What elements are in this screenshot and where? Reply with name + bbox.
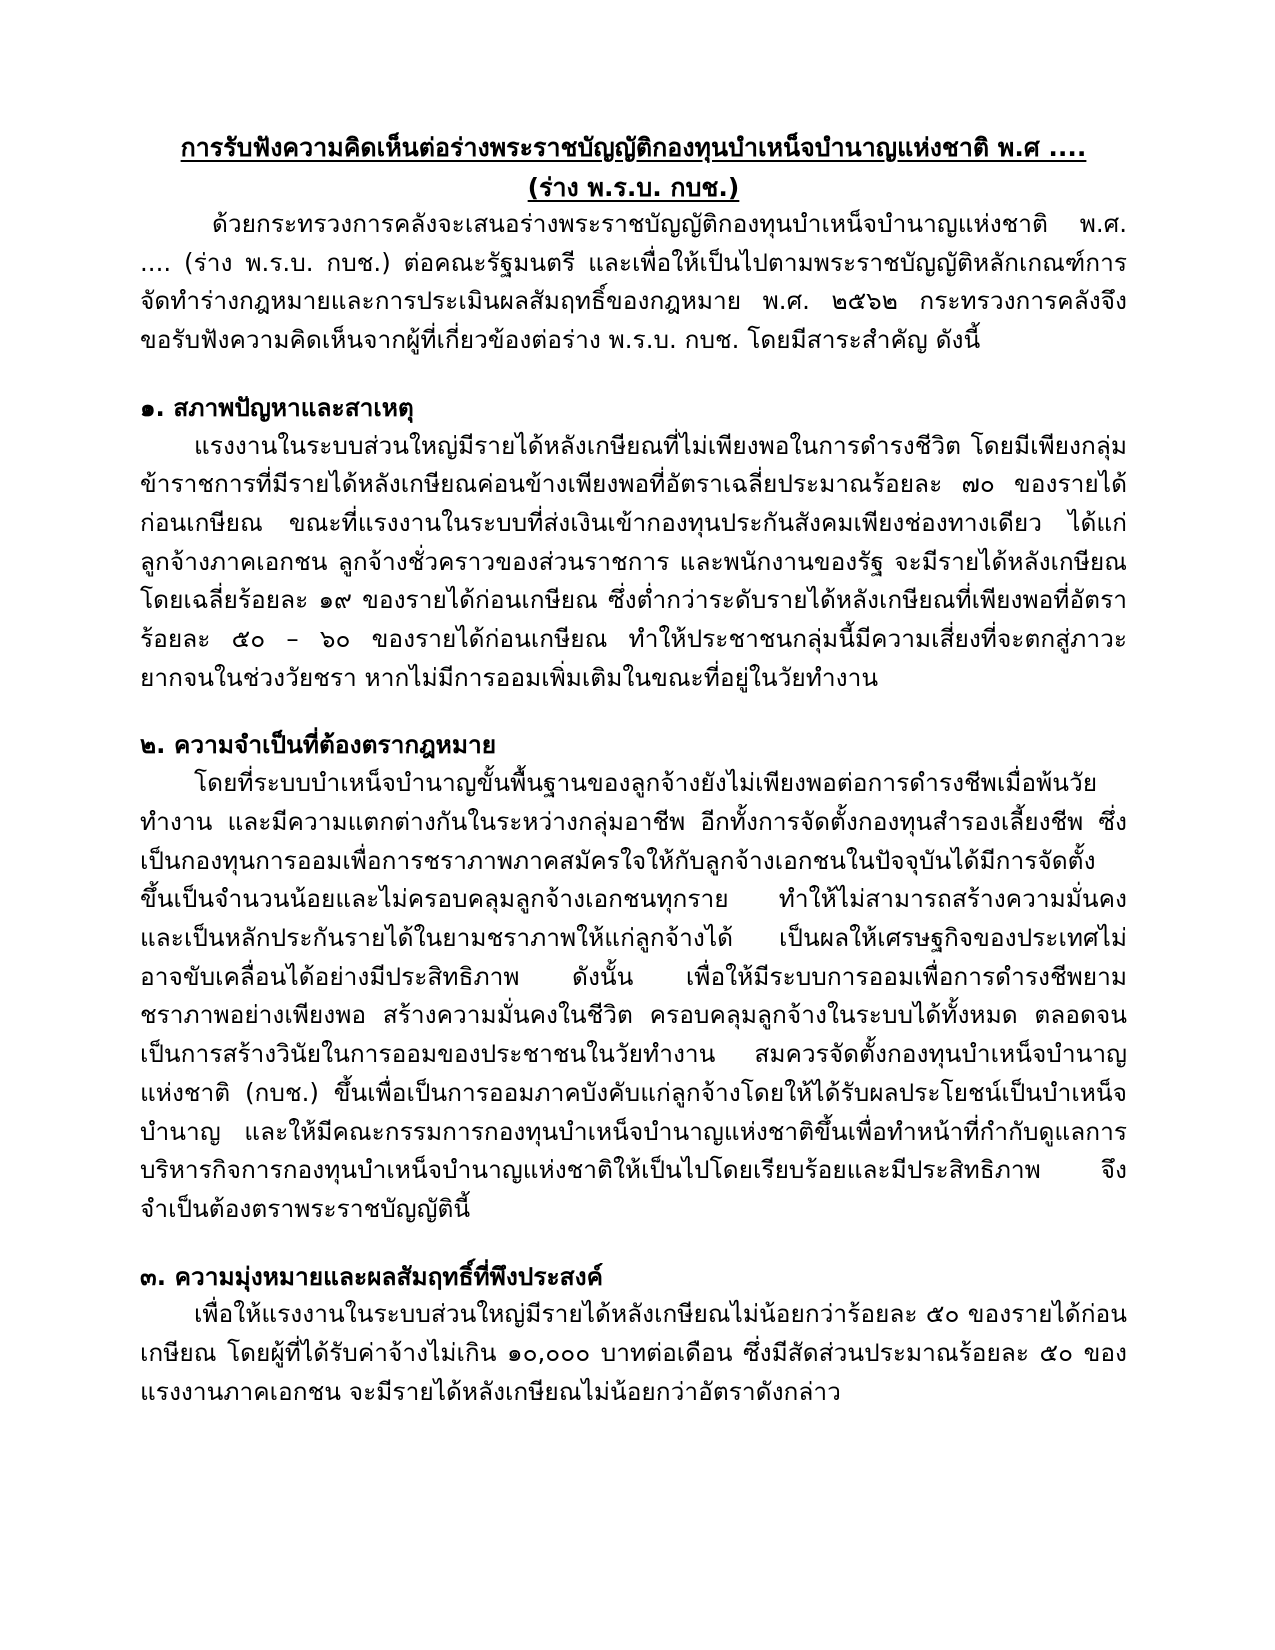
section-body-3: เพื่อให้แรงงานในระบบส่วนใหญ่มีรายได้หลังเกษียณไม่น้อยกว่าร้อยละ ๕๐ ของรายได้ก่อนเกษียณ โดยผู้ที่ได้รับค่าจ้างไม่เกิน ๑๐,๐๐๐ บาทต่อเดือน ซึ่งมีสัดส่วนประมาณร้อยละ ๕๐ ของแรงงานภาคเอกชน จะมีรายได้หลังเกษียณไม่น้อยกว่าอัตราดังกล่าว <box>140 1299 1127 1406</box>
page-subtitle <box>140 170 1127 206</box>
section-body-2: โดยที่ระบบบำเหน็จบำนาญขั้นพื้นฐานของลูกจ้างยังไม่เพียงพอต่อการดำรงชีพเมื่อพ้นวัยทำงาน และมีความแตกต่างกันในระหว่างกลุ่มอาชีพ อีกทั้งการจัดตั้งกองทุนสำรองเลี้ยงชีพ ซึ่งเป็นกองทุนการออมเพื่อการชราภาพภาคสมัครใจให้กับลูกจ้างเอกชนในปัจจุบันได้มีการจัดตั้งขึ้นเป็นจำนวนน้อยและไม่ครอบคลุมลูกจ้างเอกชนทุกราย ทำให้ไม่สามารถสร้างความมั่นคงและเป็นหลักประกันรายได้ในยามชราภาพให้แก่ลูกจ้างได้ เป็นผลให้เศรษฐกิจของประเทศไม่อาจขับเคลื่อนได้อย่างมีประสิทธิภาพ ดังนั้น เพื่อให้มีระบบการออมเพื่อการดำรงชีพยามชราภาพอย่างเพียงพอ สร้างความมั่นคงในชีวิต ครอบคลุมลูกจ้างในระบบได้ทั้งหมด ตลอดจนเป็นการสร้างวินัยในการออมของประชาชนในวัยทำงาน สมควรจัดตั้งกองทุนบำเหน็จบำนาญแห่งชาติ (กบช.) ขึ้นเพื่อเป็นการออมภาคบังคับแก่ลูกจ้างโดยให้ได้รับผลประโยชน์เป็นบำเหน็จบำนาญ และให้มีคณะกรรมการกองทุนบำเหน็จบำนาญแห่งชาติขึ้นเพื่อทำหน้าที่กำกับดูแลการบริหารกิจการกองทุนบำเหน็จบำนาญแห่งชาติให้เป็นไปโดยเรียบร้อยและมีประสิทธิภาพ จึงจำเป็นต้องตราพระราชบัญญัตินี้ <box>140 768 1127 1223</box>
intro-paragraph: ด้วยกระทรวงการคลังจะเสนอร่างพระราชบัญญัติกองทุนบำเหน็จบำนาญแห่งชาติ พ.ศ. .... (ร่าง พ.ร.บ. กบช.) ต่อคณะรัฐมนตรี และเพื่อให้เป็นไปตามพระราชบัญญัติหลักเกณฑ์การจัดทำร่างกฎหมายและการประเมินผลสัมฤทธิ์ของกฎหมาย พ.ศ. ๒๕๖๒ กระทรวงการคลังจึงขอรับฟังความคิดเห็นจากผู้ที่เกี่ยวข้องต่อร่าง พ.ร.บ. กบช. โดยมีสาระสำคัญ ดังนี้ <box>140 209 1127 355</box>
section-heading-1: ๑. สภาพปัญหาและสาเหตุ <box>140 392 414 422</box>
page-title-line-1: การรับฟังความคิดเห็นต่อร่างพระราชบัญญัติกองทุนบำเหน็จบำนาญแห่งชาติ พ.ศ .... <box>180 133 1087 162</box>
section-heading-2: ๒. ความจำเป็นที่ต้องตรากฎหมาย <box>140 730 497 760</box>
section-heading-3: ๓. ความมุ่งหมายและผลสัมฤทธิ์ที่พึงประสงค์ <box>140 1261 603 1291</box>
page-title-line-2: (ร่าง พ.ร.บ. กบช.) <box>527 172 740 202</box>
page-title <box>140 130 1127 205</box>
section-body-1: แรงงานในระบบส่วนใหญ่มีรายได้หลังเกษียณที่ไม่เพียงพอในการดำรงชีวิต โดยมีเพียงกลุ่มข้าราชการที่มีรายได้หลังเกษียณค่อนข้างเพียงพอที่อัตราเฉลี่ยประมาณร้อยละ ๗๐ ของรายได้ก่อนเกษียณ ขณะที่แรงงานในระบบที่ส่งเงินเข้ากองทุนประกันสังคมเพียงช่องทางเดียว ได้แก่ ลูกจ้างภาคเอกชน ลูกจ้างชั่วคราวของส่วนราชการ และพนักงานของรัฐ จะมีรายได้หลังเกษียณโดยเฉลี่ยร้อยละ ๑๙ ของรายได้ก่อนเกษียณ ซึ่งต่ำกว่าระดับรายได้หลังเกษียณที่เพียงพอที่อัตราร้อยละ ๕๐ – ๖๐ ของรายได้ก่อนเกษียณ ทำให้ประชาชนกลุ่มนี้มีความเสี่ยงที่จะตกสู่ภาวะยากจนในช่วงวัยชรา หากไม่มีการออมเพิ่มเติมในขณะที่อยู่ในวัยทำงาน <box>140 430 1127 692</box>
